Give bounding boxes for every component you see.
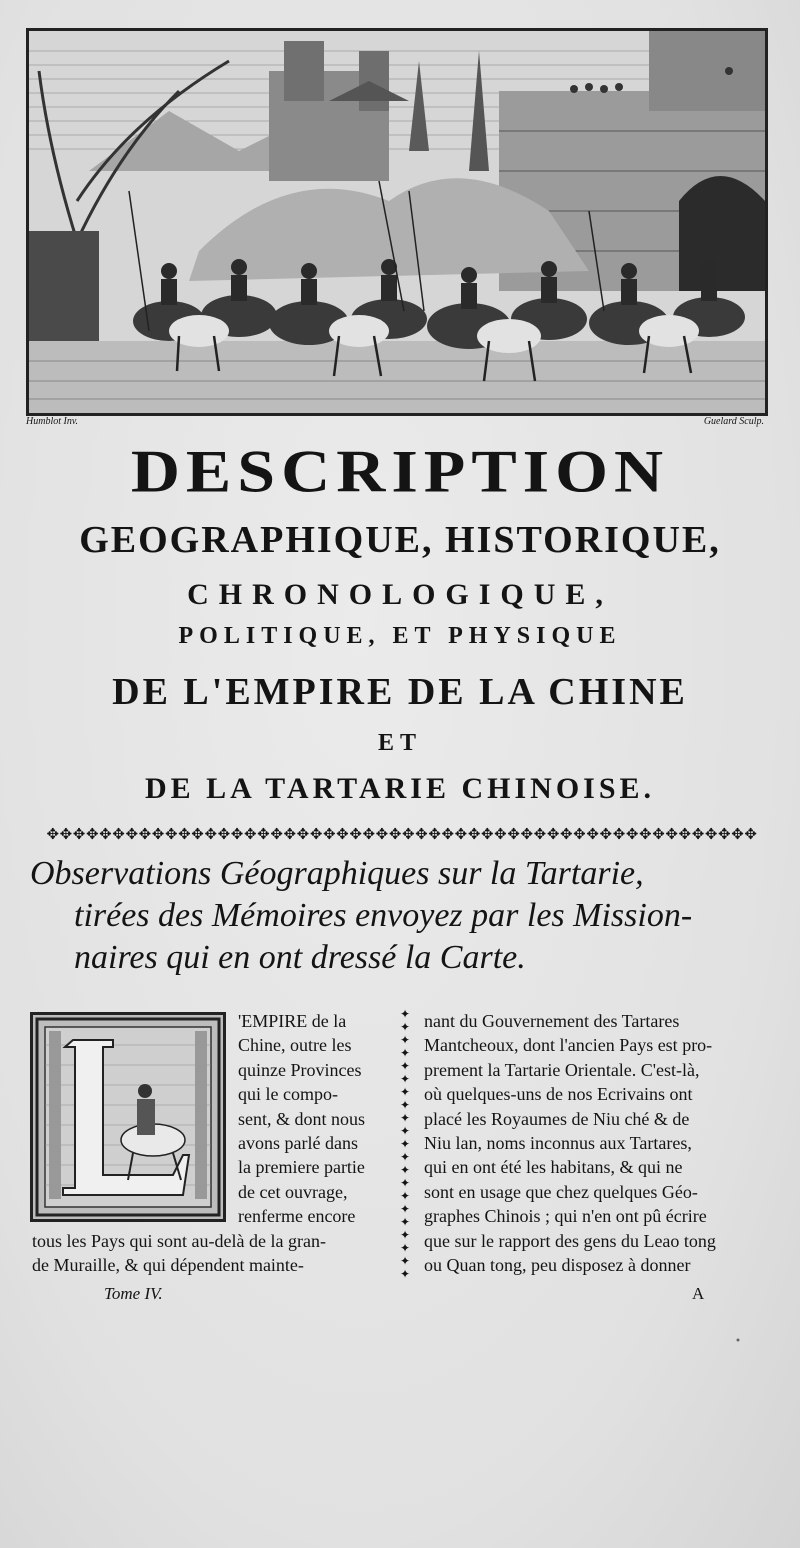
title-line-2: GEOGRAPHIQUE, HISTORIQUE, xyxy=(79,519,721,561)
drop-cap-l-horseman-icon xyxy=(33,1015,223,1219)
subtitle-line-1: Observations Géographiques sur la Tartarie, xyxy=(30,855,644,892)
subtitle-line-3: naires qui en ont dressé la Carte. xyxy=(74,939,526,976)
divider-glyphs: ✦ ✦ ✦ ✦ ✦ ✦ ✦ ✦ ✦ ✦ ✦ ✦ ✦ ✦ ✦ ✦ ✦ ✦ ✦ ✦ ✦ xyxy=(399,1008,411,1281)
title-line-1: DESCRIPTION xyxy=(130,437,670,505)
drop-cap-initial xyxy=(30,1012,226,1222)
left-column-line: sent, & dont nous xyxy=(238,1108,366,1129)
engraving-credit-engraver: Guelard Sculp. xyxy=(703,416,764,427)
signature-mark: A xyxy=(692,1284,705,1303)
left-column-line: avons parlé dans xyxy=(238,1133,358,1153)
title-line-6: ET xyxy=(377,730,422,756)
left-column-line: quinze Provinces xyxy=(238,1059,362,1080)
engraving-scene xyxy=(29,31,765,413)
right-column-line: Mantcheoux, dont l'ancien Pays est pro- xyxy=(424,1035,713,1056)
right-column-line: prement la Tartarie Orientale. C'est-là, xyxy=(424,1059,700,1080)
left-column-line: de cet ouvrage, xyxy=(238,1181,348,1202)
right-column-line: ou Quan tong, peu disposez à donner xyxy=(424,1255,691,1275)
left-column-line: la premiere partie xyxy=(238,1157,365,1178)
subtitle-line-2: tirées des Mémoires envoyez par les Mission- xyxy=(74,897,693,934)
right-column-line: sont en usage que chez quelques Géo- xyxy=(424,1181,698,1202)
right-column-line: où quelques-uns de nos Ecrivains ont xyxy=(424,1084,693,1105)
title-line-5: DE L'EMPIRE DE LA CHINE xyxy=(112,671,688,713)
ornamental-rule: ✥✥✥✥✥✥✥✥✥✥✥✥✥✥✥✥✥✥✥✥✥✥✥✥✥✥✥✥✥✥✥✥✥✥✥✥✥✥✥✥✥✥✥✥✥✥✥✥✥✥✥✥✥✥ xyxy=(46,827,758,843)
title-line-3: CHRONOLOGIQUE, xyxy=(187,578,613,611)
right-column-line: que sur le rapport des gens du Leao tong xyxy=(424,1230,716,1251)
right-column-line: nant du Gouvernement des Tartares xyxy=(424,1011,680,1031)
engraving-illustration xyxy=(26,28,768,416)
left-column-line: qui le compo- xyxy=(238,1084,338,1105)
left-column-line: tous les Pays qui sont au-delà de la gran- xyxy=(32,1231,326,1251)
right-column-line: qui en ont été les habitans, & qui ne xyxy=(424,1157,683,1178)
right-column-line: placé les Royaumes de Niu ché & de xyxy=(424,1108,690,1129)
blank-page-area xyxy=(0,1310,800,1548)
column-divider-ornament xyxy=(398,1008,412,1284)
title-line-7: DE LA TARTARIE CHINOISE. xyxy=(144,772,656,805)
volume-label: Tome IV. xyxy=(104,1284,163,1303)
engraving-credit-inventor: Humblot Inv. xyxy=(26,416,79,427)
title-line-4: POLITIQUE, ET PHYSIQUE xyxy=(178,623,622,649)
right-column-line: Niu lan, noms inconnus aux Tartares, xyxy=(424,1133,692,1153)
right-column-line: graphes Chinois ; qui n'en ont pû écrire xyxy=(424,1206,707,1227)
left-column-line: Chine, outre les xyxy=(238,1035,352,1056)
left-column-line: 'EMPIRE de la xyxy=(238,1011,347,1031)
left-column-line: renferme encore xyxy=(238,1206,356,1227)
left-column-line: de Muraille, & qui dépendent mainte- xyxy=(32,1255,304,1276)
